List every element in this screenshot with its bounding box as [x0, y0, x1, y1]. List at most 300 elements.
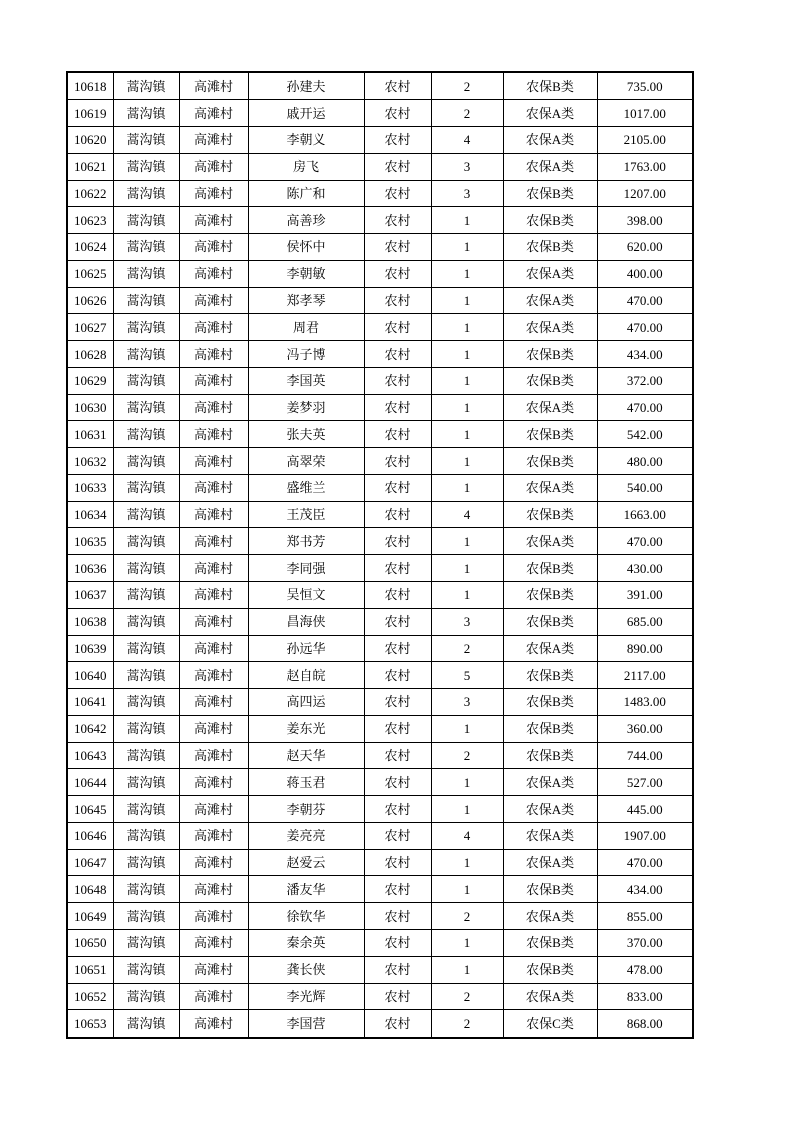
table-row [67, 849, 693, 876]
cell-amount: 868.00 [597, 1010, 693, 1038]
cell-town: 蒿沟镇 [113, 555, 179, 582]
cell-residence-type: 农村 [364, 153, 431, 180]
cell-person-count: 1 [431, 234, 503, 261]
cell-village: 高滩村 [179, 394, 248, 421]
cell-town: 蒿沟镇 [113, 1010, 179, 1038]
table-row [67, 528, 693, 555]
cell-serial-number: 10636 [67, 555, 113, 582]
cell-village: 高滩村 [179, 608, 248, 635]
cell-village: 高滩村 [179, 742, 248, 769]
cell-village: 高滩村 [179, 876, 248, 903]
cell-town: 蒿沟镇 [113, 956, 179, 983]
cell-village: 高滩村 [179, 956, 248, 983]
cell-insurance-category: 农保A类 [503, 314, 597, 341]
cell-amount: 1907.00 [597, 822, 693, 849]
cell-residence-type: 农村 [364, 662, 431, 689]
cell-residence-type: 农村 [364, 448, 431, 475]
cell-amount: 1763.00 [597, 153, 693, 180]
cell-person-count: 2 [431, 72, 503, 100]
cell-person-name: 高四运 [248, 689, 364, 716]
cell-serial-number: 10626 [67, 287, 113, 314]
cell-village: 高滩村 [179, 314, 248, 341]
cell-amount: 620.00 [597, 234, 693, 261]
cell-town: 蒿沟镇 [113, 127, 179, 154]
cell-village: 高滩村 [179, 260, 248, 287]
cell-insurance-category: 农保B类 [503, 662, 597, 689]
cell-serial-number: 10628 [67, 341, 113, 368]
cell-town: 蒿沟镇 [113, 715, 179, 742]
cell-residence-type: 农村 [364, 474, 431, 501]
table-row [67, 742, 693, 769]
cell-person-name: 姜亮亮 [248, 822, 364, 849]
cell-insurance-category: 农保A类 [503, 903, 597, 930]
cell-residence-type: 农村 [364, 234, 431, 261]
cell-person-name: 李朝义 [248, 127, 364, 154]
cell-insurance-category: 农保B类 [503, 689, 597, 716]
cell-town: 蒿沟镇 [113, 876, 179, 903]
table-row [67, 1010, 693, 1038]
cell-insurance-category: 农保A类 [503, 474, 597, 501]
table-row [67, 689, 693, 716]
table-row [67, 929, 693, 956]
cell-residence-type: 农村 [364, 180, 431, 207]
cell-person-count: 2 [431, 742, 503, 769]
cell-town: 蒿沟镇 [113, 689, 179, 716]
cell-insurance-category: 农保B类 [503, 501, 597, 528]
cell-insurance-category: 农保B类 [503, 876, 597, 903]
cell-residence-type: 农村 [364, 127, 431, 154]
cell-person-count: 1 [431, 287, 503, 314]
cell-town: 蒿沟镇 [113, 314, 179, 341]
cell-person-name: 盛维兰 [248, 474, 364, 501]
cell-village: 高滩村 [179, 501, 248, 528]
cell-serial-number: 10633 [67, 474, 113, 501]
cell-amount: 370.00 [597, 929, 693, 956]
cell-person-name: 秦余英 [248, 929, 364, 956]
cell-person-name: 赵爱云 [248, 849, 364, 876]
cell-amount: 2105.00 [597, 127, 693, 154]
cell-person-count: 1 [431, 528, 503, 555]
cell-residence-type: 农村 [364, 689, 431, 716]
table-row [67, 207, 693, 234]
table-row [67, 715, 693, 742]
cell-person-name: 李朝敏 [248, 260, 364, 287]
table-row [67, 876, 693, 903]
cell-town: 蒿沟镇 [113, 474, 179, 501]
cell-residence-type: 农村 [364, 796, 431, 823]
cell-amount: 890.00 [597, 635, 693, 662]
cell-amount: 434.00 [597, 876, 693, 903]
cell-residence-type: 农村 [364, 608, 431, 635]
cell-person-name: 赵天华 [248, 742, 364, 769]
cell-serial-number: 10619 [67, 100, 113, 127]
cell-village: 高滩村 [179, 341, 248, 368]
cell-person-count: 2 [431, 983, 503, 1010]
cell-amount: 527.00 [597, 769, 693, 796]
cell-person-count: 1 [431, 876, 503, 903]
cell-person-count: 2 [431, 1010, 503, 1038]
cell-serial-number: 10649 [67, 903, 113, 930]
cell-person-count: 1 [431, 849, 503, 876]
cell-village: 高滩村 [179, 903, 248, 930]
table-row [67, 287, 693, 314]
cell-town: 蒿沟镇 [113, 207, 179, 234]
table-row [67, 582, 693, 609]
cell-person-name: 高善珍 [248, 207, 364, 234]
table-row [67, 100, 693, 127]
cell-town: 蒿沟镇 [113, 100, 179, 127]
cell-village: 高滩村 [179, 689, 248, 716]
cell-amount: 1017.00 [597, 100, 693, 127]
cell-person-name: 侯怀中 [248, 234, 364, 261]
cell-residence-type: 农村 [364, 849, 431, 876]
cell-insurance-category: 农保B类 [503, 367, 597, 394]
cell-town: 蒿沟镇 [113, 287, 179, 314]
cell-village: 高滩村 [179, 180, 248, 207]
cell-village: 高滩村 [179, 474, 248, 501]
cell-amount: 470.00 [597, 528, 693, 555]
cell-insurance-category: 农保A类 [503, 769, 597, 796]
cell-serial-number: 10652 [67, 983, 113, 1010]
table-body [67, 72, 693, 1038]
cell-residence-type: 农村 [364, 715, 431, 742]
cell-town: 蒿沟镇 [113, 635, 179, 662]
cell-serial-number: 10637 [67, 582, 113, 609]
cell-person-count: 1 [431, 555, 503, 582]
cell-residence-type: 农村 [364, 260, 431, 287]
cell-amount: 1207.00 [597, 180, 693, 207]
cell-residence-type: 农村 [364, 983, 431, 1010]
cell-insurance-category: 农保A类 [503, 849, 597, 876]
cell-village: 高滩村 [179, 72, 248, 100]
table-row [67, 662, 693, 689]
table-row [67, 421, 693, 448]
cell-insurance-category: 农保B类 [503, 234, 597, 261]
cell-residence-type: 农村 [364, 876, 431, 903]
cell-town: 蒿沟镇 [113, 448, 179, 475]
cell-amount: 470.00 [597, 287, 693, 314]
cell-person-count: 1 [431, 769, 503, 796]
cell-person-name: 昌海侠 [248, 608, 364, 635]
cell-person-count: 2 [431, 903, 503, 930]
cell-serial-number: 10631 [67, 421, 113, 448]
cell-person-count: 3 [431, 180, 503, 207]
cell-village: 高滩村 [179, 153, 248, 180]
cell-person-name: 李国营 [248, 1010, 364, 1038]
cell-town: 蒿沟镇 [113, 929, 179, 956]
cell-town: 蒿沟镇 [113, 421, 179, 448]
cell-person-count: 1 [431, 421, 503, 448]
cell-village: 高滩村 [179, 555, 248, 582]
cell-person-name: 李国英 [248, 367, 364, 394]
cell-insurance-category: 农保A类 [503, 394, 597, 421]
table-row [67, 341, 693, 368]
table-row [67, 127, 693, 154]
cell-village: 高滩村 [179, 822, 248, 849]
cell-amount: 398.00 [597, 207, 693, 234]
cell-insurance-category: 农保B类 [503, 929, 597, 956]
cell-person-count: 2 [431, 635, 503, 662]
cell-insurance-category: 农保B类 [503, 448, 597, 475]
cell-amount: 434.00 [597, 341, 693, 368]
cell-village: 高滩村 [179, 234, 248, 261]
cell-village: 高滩村 [179, 582, 248, 609]
cell-town: 蒿沟镇 [113, 608, 179, 635]
cell-town: 蒿沟镇 [113, 153, 179, 180]
cell-serial-number: 10644 [67, 769, 113, 796]
cell-person-count: 4 [431, 127, 503, 154]
cell-residence-type: 农村 [364, 501, 431, 528]
cell-village: 高滩村 [179, 983, 248, 1010]
cell-amount: 360.00 [597, 715, 693, 742]
cell-amount: 744.00 [597, 742, 693, 769]
cell-amount: 1663.00 [597, 501, 693, 528]
cell-person-name: 郑孝琴 [248, 287, 364, 314]
cell-person-name: 高翠荣 [248, 448, 364, 475]
table-row [67, 153, 693, 180]
cell-insurance-category: 农保A类 [503, 127, 597, 154]
cell-person-name: 陈广和 [248, 180, 364, 207]
cell-town: 蒿沟镇 [113, 796, 179, 823]
cell-person-count: 4 [431, 501, 503, 528]
cell-person-name: 戚开运 [248, 100, 364, 127]
cell-village: 高滩村 [179, 929, 248, 956]
table-row [67, 983, 693, 1010]
cell-serial-number: 10650 [67, 929, 113, 956]
cell-residence-type: 农村 [364, 742, 431, 769]
cell-serial-number: 10623 [67, 207, 113, 234]
cell-person-count: 3 [431, 689, 503, 716]
cell-insurance-category: 农保B类 [503, 207, 597, 234]
cell-insurance-category: 农保A类 [503, 100, 597, 127]
cell-amount: 470.00 [597, 849, 693, 876]
cell-person-name: 孙建夫 [248, 72, 364, 100]
cell-residence-type: 农村 [364, 207, 431, 234]
cell-person-name: 徐钦华 [248, 903, 364, 930]
table-row [67, 769, 693, 796]
cell-village: 高滩村 [179, 715, 248, 742]
cell-village: 高滩村 [179, 528, 248, 555]
cell-person-name: 王茂臣 [248, 501, 364, 528]
cell-serial-number: 10643 [67, 742, 113, 769]
cell-insurance-category: 农保B类 [503, 582, 597, 609]
cell-person-count: 4 [431, 822, 503, 849]
cell-insurance-category: 农保B类 [503, 956, 597, 983]
cell-insurance-category: 农保A类 [503, 287, 597, 314]
cell-serial-number: 10618 [67, 72, 113, 100]
cell-amount: 470.00 [597, 394, 693, 421]
cell-insurance-category: 农保B类 [503, 742, 597, 769]
cell-town: 蒿沟镇 [113, 367, 179, 394]
cell-person-name: 姜梦羽 [248, 394, 364, 421]
cell-residence-type: 农村 [364, 341, 431, 368]
cell-insurance-category: 农保B类 [503, 180, 597, 207]
cell-amount: 391.00 [597, 582, 693, 609]
cell-serial-number: 10639 [67, 635, 113, 662]
cell-person-count: 1 [431, 582, 503, 609]
cell-residence-type: 农村 [364, 769, 431, 796]
cell-person-name: 姜东光 [248, 715, 364, 742]
cell-amount: 470.00 [597, 314, 693, 341]
cell-residence-type: 农村 [364, 421, 431, 448]
cell-town: 蒿沟镇 [113, 662, 179, 689]
cell-village: 高滩村 [179, 635, 248, 662]
cell-residence-type: 农村 [364, 956, 431, 983]
table-row [67, 474, 693, 501]
cell-person-name: 周君 [248, 314, 364, 341]
cell-serial-number: 10620 [67, 127, 113, 154]
cell-serial-number: 10627 [67, 314, 113, 341]
cell-village: 高滩村 [179, 421, 248, 448]
cell-town: 蒿沟镇 [113, 260, 179, 287]
cell-serial-number: 10635 [67, 528, 113, 555]
cell-serial-number: 10622 [67, 180, 113, 207]
cell-town: 蒿沟镇 [113, 822, 179, 849]
cell-insurance-category: 农保A类 [503, 822, 597, 849]
cell-residence-type: 农村 [364, 929, 431, 956]
cell-person-name: 吴恒文 [248, 582, 364, 609]
cell-serial-number: 10621 [67, 153, 113, 180]
cell-person-name: 郑书芳 [248, 528, 364, 555]
cell-amount: 400.00 [597, 260, 693, 287]
cell-person-count: 2 [431, 100, 503, 127]
table-row [67, 796, 693, 823]
cell-serial-number: 10632 [67, 448, 113, 475]
cell-serial-number: 10630 [67, 394, 113, 421]
cell-town: 蒿沟镇 [113, 180, 179, 207]
cell-amount: 685.00 [597, 608, 693, 635]
cell-person-count: 1 [431, 394, 503, 421]
cell-insurance-category: 农保A类 [503, 796, 597, 823]
cell-serial-number: 10629 [67, 367, 113, 394]
cell-town: 蒿沟镇 [113, 849, 179, 876]
cell-insurance-category: 农保B类 [503, 715, 597, 742]
cell-residence-type: 农村 [364, 903, 431, 930]
cell-serial-number: 10641 [67, 689, 113, 716]
cell-town: 蒿沟镇 [113, 582, 179, 609]
cell-amount: 430.00 [597, 555, 693, 582]
cell-person-name: 李朝芬 [248, 796, 364, 823]
cell-residence-type: 农村 [364, 555, 431, 582]
table-row [67, 448, 693, 475]
cell-person-count: 1 [431, 341, 503, 368]
cell-person-count: 1 [431, 367, 503, 394]
table-row [67, 555, 693, 582]
cell-amount: 1483.00 [597, 689, 693, 716]
cell-person-name: 李光辉 [248, 983, 364, 1010]
cell-serial-number: 10651 [67, 956, 113, 983]
cell-residence-type: 农村 [364, 287, 431, 314]
cell-serial-number: 10645 [67, 796, 113, 823]
cell-town: 蒿沟镇 [113, 983, 179, 1010]
cell-person-name: 龚长侠 [248, 956, 364, 983]
cell-town: 蒿沟镇 [113, 742, 179, 769]
cell-serial-number: 10640 [67, 662, 113, 689]
cell-serial-number: 10647 [67, 849, 113, 876]
cell-town: 蒿沟镇 [113, 234, 179, 261]
cell-person-count: 1 [431, 929, 503, 956]
cell-person-count: 1 [431, 715, 503, 742]
cell-person-name: 冯子博 [248, 341, 364, 368]
cell-residence-type: 农村 [364, 1010, 431, 1038]
cell-serial-number: 10642 [67, 715, 113, 742]
cell-village: 高滩村 [179, 796, 248, 823]
cell-amount: 855.00 [597, 903, 693, 930]
cell-village: 高滩村 [179, 207, 248, 234]
cell-person-count: 5 [431, 662, 503, 689]
cell-town: 蒿沟镇 [113, 769, 179, 796]
insurance-roster-table [66, 71, 694, 1039]
cell-town: 蒿沟镇 [113, 72, 179, 100]
cell-person-name: 蒋玉君 [248, 769, 364, 796]
cell-insurance-category: 农保B类 [503, 608, 597, 635]
cell-insurance-category: 农保B类 [503, 72, 597, 100]
cell-serial-number: 10624 [67, 234, 113, 261]
cell-insurance-category: 农保A类 [503, 528, 597, 555]
table-row [67, 234, 693, 261]
cell-amount: 480.00 [597, 448, 693, 475]
cell-amount: 542.00 [597, 421, 693, 448]
table-row [67, 501, 693, 528]
table-row [67, 608, 693, 635]
cell-village: 高滩村 [179, 367, 248, 394]
cell-person-count: 1 [431, 796, 503, 823]
cell-residence-type: 农村 [364, 394, 431, 421]
table-row [67, 314, 693, 341]
table-row [67, 822, 693, 849]
cell-residence-type: 农村 [364, 822, 431, 849]
cell-insurance-category: 农保A类 [503, 260, 597, 287]
table-row [67, 903, 693, 930]
cell-person-name: 赵自皖 [248, 662, 364, 689]
cell-person-count: 1 [431, 260, 503, 287]
cell-insurance-category: 农保B类 [503, 341, 597, 368]
table-row [67, 72, 693, 100]
table-row [67, 367, 693, 394]
cell-residence-type: 农村 [364, 367, 431, 394]
cell-town: 蒿沟镇 [113, 903, 179, 930]
cell-insurance-category: 农保A类 [503, 153, 597, 180]
cell-town: 蒿沟镇 [113, 528, 179, 555]
cell-serial-number: 10653 [67, 1010, 113, 1038]
cell-amount: 445.00 [597, 796, 693, 823]
cell-insurance-category: 农保B类 [503, 421, 597, 448]
cell-amount: 735.00 [597, 72, 693, 100]
cell-amount: 540.00 [597, 474, 693, 501]
cell-town: 蒿沟镇 [113, 394, 179, 421]
table-row [67, 635, 693, 662]
cell-insurance-category: 农保A类 [503, 635, 597, 662]
cell-village: 高滩村 [179, 448, 248, 475]
cell-insurance-category: 农保C类 [503, 1010, 597, 1038]
cell-person-name: 潘友华 [248, 876, 364, 903]
cell-serial-number: 10646 [67, 822, 113, 849]
cell-village: 高滩村 [179, 662, 248, 689]
cell-serial-number: 10634 [67, 501, 113, 528]
cell-insurance-category: 农保B类 [503, 555, 597, 582]
cell-amount: 833.00 [597, 983, 693, 1010]
cell-amount: 478.00 [597, 956, 693, 983]
cell-amount: 2117.00 [597, 662, 693, 689]
cell-residence-type: 农村 [364, 528, 431, 555]
cell-person-count: 1 [431, 207, 503, 234]
cell-insurance-category: 农保A类 [503, 983, 597, 1010]
cell-residence-type: 农村 [364, 72, 431, 100]
cell-person-name: 孙远华 [248, 635, 364, 662]
cell-village: 高滩村 [179, 287, 248, 314]
cell-person-name: 李同强 [248, 555, 364, 582]
cell-person-count: 3 [431, 153, 503, 180]
